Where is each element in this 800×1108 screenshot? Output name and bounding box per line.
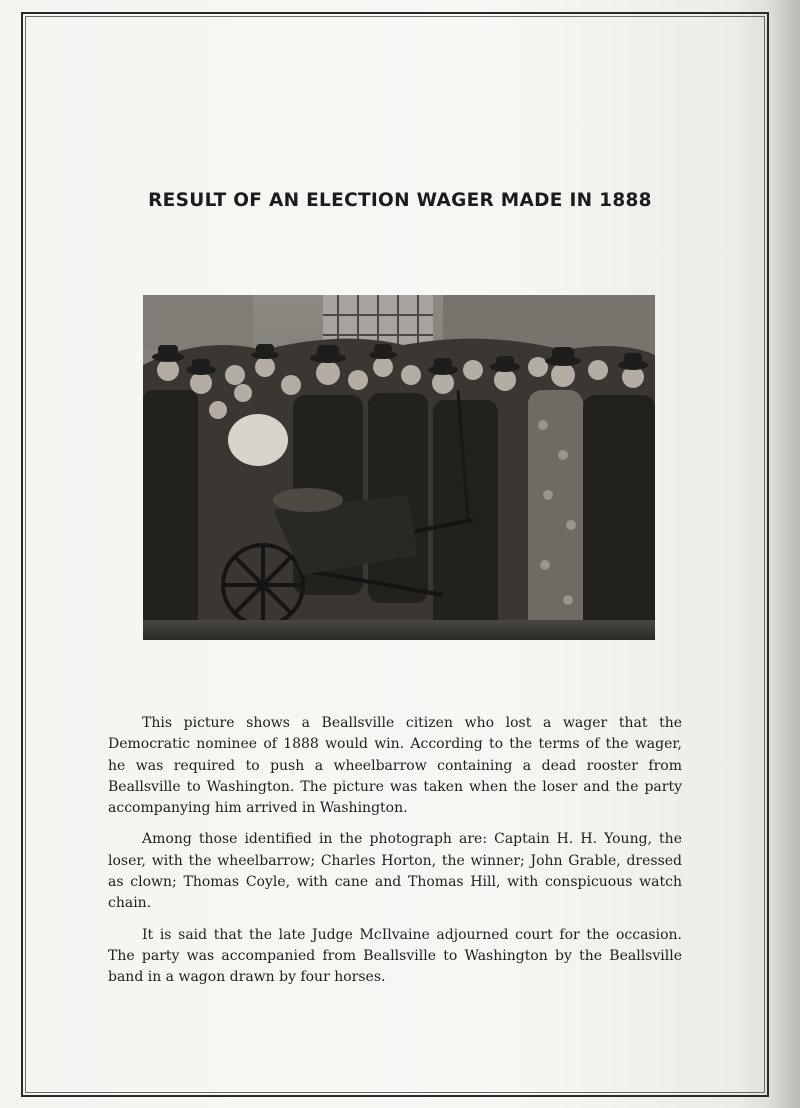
page-edge-shadow bbox=[770, 0, 800, 1108]
historical-photograph bbox=[143, 295, 655, 640]
page-title: RESULT OF AN ELECTION WAGER MADE IN 1888 bbox=[148, 190, 652, 211]
caption-paragraph-3: It is said that the late Judge McIlvaine adjourned court for the occasion. The party was accompanied from Beallsville to Washington by the Beallsville band in a wagon drawn by four horses. bbox=[108, 926, 682, 986]
caption-paragraph-2: Among those identified in the photograph are: Captain H. H. Young, the loser, with the wheelbarrow; Charles Horton, the winner; John Grable, dressed as clown; Thomas Coyle, with cane and Thomas Hill, with conspicuous watch chain. bbox=[108, 831, 682, 912]
caption-paragraph-1: This picture shows a Beallsville citizen who lost a wager that the Democratic nominee of 1888 would win. According to the terms of the wager, he was required to push a wheelbarrow containing a dead rooster from Beallsville to Washington. The picture was taken when the loser and the party accompanying him arrived in Washington. bbox=[108, 715, 682, 817]
caption-text bbox=[108, 713, 682, 999]
